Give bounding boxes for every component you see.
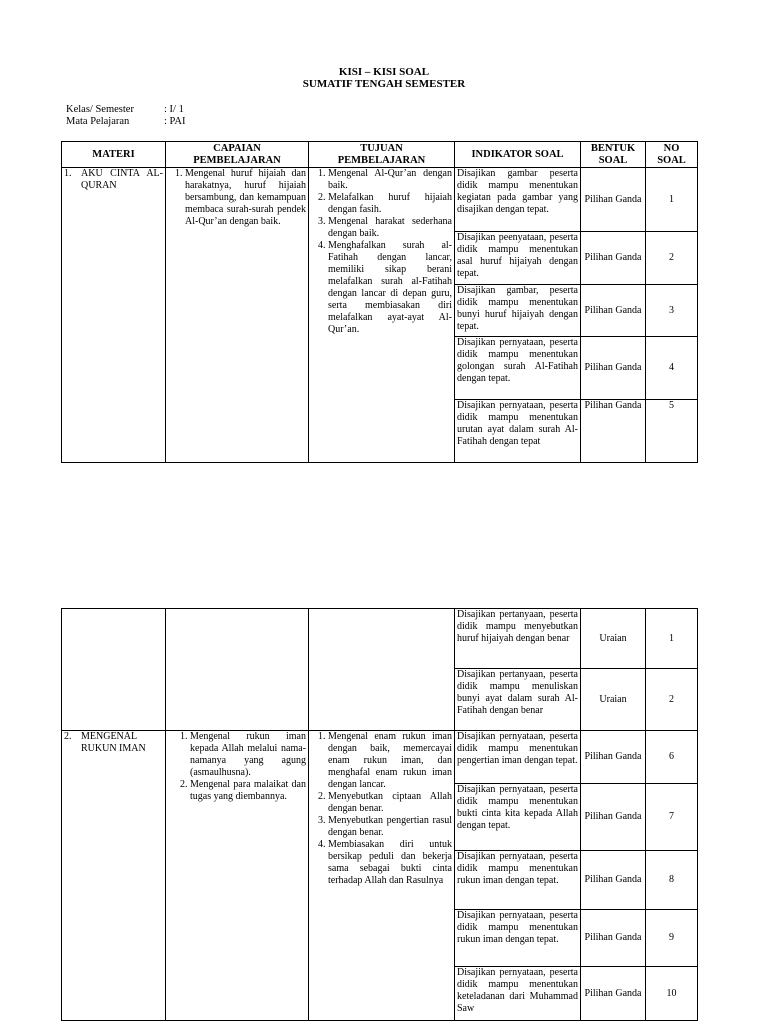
- tujuan-item: 2. Menyebutkan ciptaan Allah dengan benar.: [328, 791, 452, 815]
- no-cell: 2: [646, 669, 698, 731]
- bentuk-cell: Pilihan Ganda: [581, 731, 646, 784]
- indikator-cell: Disajikan pertanyaan, peserta didik mampu menyebutkan huruf hijaiyah dengan benar: [455, 609, 581, 669]
- header-materi: MATERI: [62, 142, 166, 168]
- materi-cell: 2. MENGENAL RUKUN IMAN: [62, 731, 166, 1021]
- indikator-cell: Disajikan pernyataan, peserta didik mampu menentukan pengertian iman dengan tepat.: [455, 731, 581, 784]
- no-cell: 2: [646, 232, 698, 285]
- tujuan-item: 3. Mengenal harakat sederhana dengan baik.: [328, 216, 452, 240]
- header-capaian: CAPAIAN PEMBELAJARAN: [166, 142, 309, 168]
- kisi-table-1: [61, 141, 698, 463]
- tujuan-item: 2. Melafalkan huruf hijaiah dengan fasih.: [328, 192, 452, 216]
- no-cell: 6: [646, 731, 698, 784]
- table-row: [62, 731, 698, 784]
- materi-text: MENGENAL RUKUN IMAN: [81, 731, 146, 754]
- header-tujuan: TUJUAN PEMBELAJARAN: [309, 142, 455, 168]
- meta-kelas-value: : I/ 1: [164, 104, 184, 115]
- capaian-item: 2. Mengenal para malaikat dan tugas yang diembannya.: [190, 779, 306, 803]
- bentuk-cell: Pilihan Ganda: [581, 168, 646, 232]
- tujuan-cell: [309, 168, 455, 463]
- capaian-cell: [166, 731, 309, 1021]
- header-row: [62, 142, 698, 168]
- meta-kelas-label: Kelas/ Semester: [66, 104, 134, 115]
- header-bentuk: BENTUK SOAL: [581, 142, 646, 168]
- meta-mapel-value: : PAI: [164, 116, 186, 127]
- tujuan-cell-empty: [309, 609, 455, 731]
- no-cell: 10: [646, 967, 698, 1021]
- no-cell: 8: [646, 851, 698, 910]
- bentuk-cell: Pilihan Ganda: [581, 784, 646, 851]
- tujuan-item: 1. Mengenal Al-Qur’an dengan baik.: [328, 168, 452, 192]
- document-subtitle: SUMATIF TENGAH SEMESTER: [302, 78, 466, 90]
- table-row: [62, 609, 698, 669]
- bentuk-cell: Pilihan Ganda: [581, 910, 646, 967]
- tujuan-item: 4. Membiasakan diri untuk bersikap peduli dan bekerja sama sebagai bukti cinta terhadap Allah dan Rasulnya: [328, 839, 452, 887]
- bentuk-cell: Uraian: [581, 669, 646, 731]
- meta-mapel-label: Mata Pelajaran: [66, 116, 130, 127]
- tujuan-cell: [309, 731, 455, 1021]
- materi-text: AKU CINTA AL- QURAN: [81, 168, 163, 191]
- bentuk-cell: Pilihan Ganda: [581, 285, 646, 337]
- capaian-cell-empty: [166, 609, 309, 731]
- bentuk-cell: Pilihan Ganda: [581, 232, 646, 285]
- no-cell: 9: [646, 910, 698, 967]
- bentuk-cell: Pilihan Ganda: [581, 337, 646, 400]
- header-no: NO SOAL: [646, 142, 698, 168]
- indikator-cell: Disajikan pernyataan, peserta didik mampu menentukan golongan surah Al-Fatihah dengan tepat.: [455, 337, 581, 400]
- tujuan-item: 1. Mengenal enam rukun iman dengan baik, memercayai enam rukun iman, dan menghafal enam rukun iman dengan lancar.: [328, 731, 452, 791]
- indikator-cell: Disajikan pertanyaan, peserta didik mampu menuliskan bunyi ayat dalam surah Al-Fatihah dengan benar: [455, 669, 581, 731]
- indikator-cell: Disajikan pernyataan, peserta didik mampu menentukan rukun iman dengan tepat.: [455, 851, 581, 910]
- tujuan-item: 3. Menyebutkan pengertian rasul dengan benar.: [328, 815, 452, 839]
- no-cell: 7: [646, 784, 698, 851]
- materi-cell: 1. AKU CINTA AL- QURAN: [62, 168, 166, 463]
- indikator-cell: Disajikan pernyataan, peserta didik mampu menentukan bukti cinta kita kepada Allah dengan tepat.: [455, 784, 581, 851]
- capaian-cell: [166, 168, 309, 463]
- bentuk-cell: Pilihan Ganda: [581, 967, 646, 1021]
- no-cell: 1: [646, 609, 698, 669]
- meta-mapel: [66, 116, 186, 129]
- bentuk-cell: Pilihan Ganda: [581, 851, 646, 910]
- capaian-item: 1. Mengenal rukun iman kepada Allah melalui nama-namanya yang agung (asmaulhusna).: [190, 731, 306, 779]
- indikator-cell: Disajikan gambar peserta didik mampu menentukan kegiatan pada gambar yang disajikan dengan tepat.: [455, 168, 581, 232]
- meta-kelas: [66, 104, 184, 117]
- bentuk-cell: Pilihan Ganda: [581, 400, 646, 463]
- indikator-cell: Disajikan pernyataan, peserta didik mampu menentukan rukun iman dengan tepat.: [455, 910, 581, 967]
- indikator-cell: Disajikan peenyataan, peserta didik mampu menentukan asal huruf hijaiyah dengan tepat.: [455, 232, 581, 285]
- indikator-cell: Disajikan gambar, peserta didik mampu menentukan bunyi huruf hijaiyah dengan tepat.: [455, 285, 581, 337]
- table-row: [62, 168, 698, 232]
- no-cell: 1: [646, 168, 698, 232]
- capaian-item: 1. Mengenal huruf hijaiah dan harakatnya, huruf hijaiah bersambung, dan kemampuan membaca surah-surah pendek Al-Qur’an dengan baik.: [185, 168, 306, 228]
- bentuk-cell: Uraian: [581, 609, 646, 669]
- header-indikator: INDIKATOR SOAL: [455, 142, 581, 168]
- materi-cell-empty: [62, 609, 166, 731]
- kisi-table-2: [61, 608, 698, 1021]
- indikator-cell: Disajikan pernyataan, peserta didik mampu menentukan urutan ayat dalam surah Al-Fatihah dengan tepat: [455, 400, 581, 463]
- document-title: KISI – KISI SOAL: [338, 66, 430, 78]
- no-cell: 3: [646, 285, 698, 337]
- no-cell: 4: [646, 337, 698, 400]
- no-cell: 5: [646, 400, 698, 463]
- indikator-cell: Disajikan pernyataan, peserta didik mampu menentukan keteladanan dari Muhammad Saw: [455, 967, 581, 1021]
- tujuan-item: 4. Menghafalkan surah al-Fatihah dengan lancar, memiliki sikap berani melafalkan surah al-Fatihah dengan lancar di depan guru, serta membiasakan diri melafalkan ayat-ayat Al-Qur’an.: [328, 240, 452, 336]
